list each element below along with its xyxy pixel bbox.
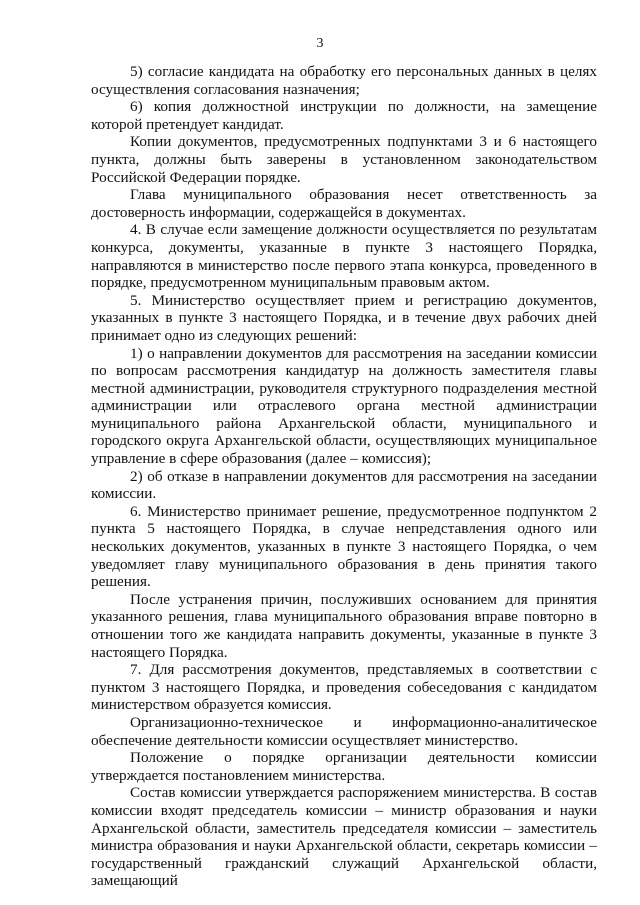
- paragraph-clause-7: 7. Для рассмотрения документов, представляемых в соответствии с пунктом 3 настоящего Порядка, и проведения собеседования с кандидатом министерством образуется комиссия.: [91, 661, 597, 714]
- paragraph-resubmission: После устранения причин, послуживших основанием для принятия указанного решения, глава муниципального образования вправе повторно в отношении того же кандидата направить документы, указанные в пункте 3 настоящего Порядка.: [91, 590, 597, 661]
- paragraph-item-6-job-description: 6) копия должностной инструкции по должности, на замещение которой претендует кандидат.: [91, 98, 597, 133]
- page-number: 3: [316, 36, 324, 51]
- paragraph-head-responsibility: Глава муниципального образования несет ответственность за достоверность информации, содержащейся в документах.: [91, 186, 597, 221]
- paragraph-commission-support: Организационно-техническое и информационно-аналитическое обеспечение деятельности комиссии осуществляет министерство.: [91, 713, 597, 749]
- paragraph-copies-certification: Копии документов, предусмотренных подпунктами 3 и 6 настоящего пункта, должны быть заверены в установленном законодательством Российской Федерации порядке.: [91, 133, 597, 186]
- document-body: [91, 63, 597, 890]
- paragraph-clause-5: 5. Министерство осуществляет прием и регистрацию документов, указанных в пункте 3 настоящего Порядка, и в течение двух рабочих дней принимает одно из следующих решений:: [91, 291, 597, 344]
- paragraph-clause-5-item-2: 2) об отказе в направлении документов для рассмотрения на заседании комиссии.: [91, 467, 597, 503]
- paragraph-clause-5-item-1: 1) о направлении документов для рассмотрения на заседании комиссии по вопросам рассмотрения кандидатур на должность заместителя главы местной администрации, руководителя структурного подразделения местной администрации или отраслевого органа местной администрации муниципального района Архангельской области, муниципального и городского округа Архангельской области, осуществляющих муниципальное управление в сфере образования (далее – комиссия);: [91, 344, 597, 468]
- paragraph-item-5-consent: 5) согласие кандидата на обработку его персональных данных в целях осуществления согласования назначения;: [91, 63, 597, 98]
- paragraph-commission-regulation: Положение о порядке организации деятельности комиссии утверждается постановлением министерства.: [91, 749, 597, 784]
- paragraph-clause-6: 6. Министерство принимает решение, предусмотренное подпунктом 2 пункта 5 настоящего Порядка, в случае непредставления одного или нескольких документов, указанных в пункте 3 настоящего Порядка, о чем уведомляет главу муниципального образования в день принятия такого решения.: [91, 502, 597, 591]
- paragraph-commission-composition: Состав комиссии утверждается распоряжением министерства. В состав комиссии входят председатель комиссии – министр образования и науки Архангельской области, заместитель председателя комиссии – заместитель министра образования и науки Архангельской области, секретарь комиссии – государственный гражданский служащий Архангельской области, замещающий: [91, 784, 597, 890]
- paragraph-clause-4: 4. В случае если замещение должности осуществляется по результатам конкурса, документы, указанные в пункте 3 настоящего Порядка, направляются в министерство после первого этапа конкурса, проведенного в порядке, предусмотренном муниципальным правовым актом.: [91, 221, 597, 292]
